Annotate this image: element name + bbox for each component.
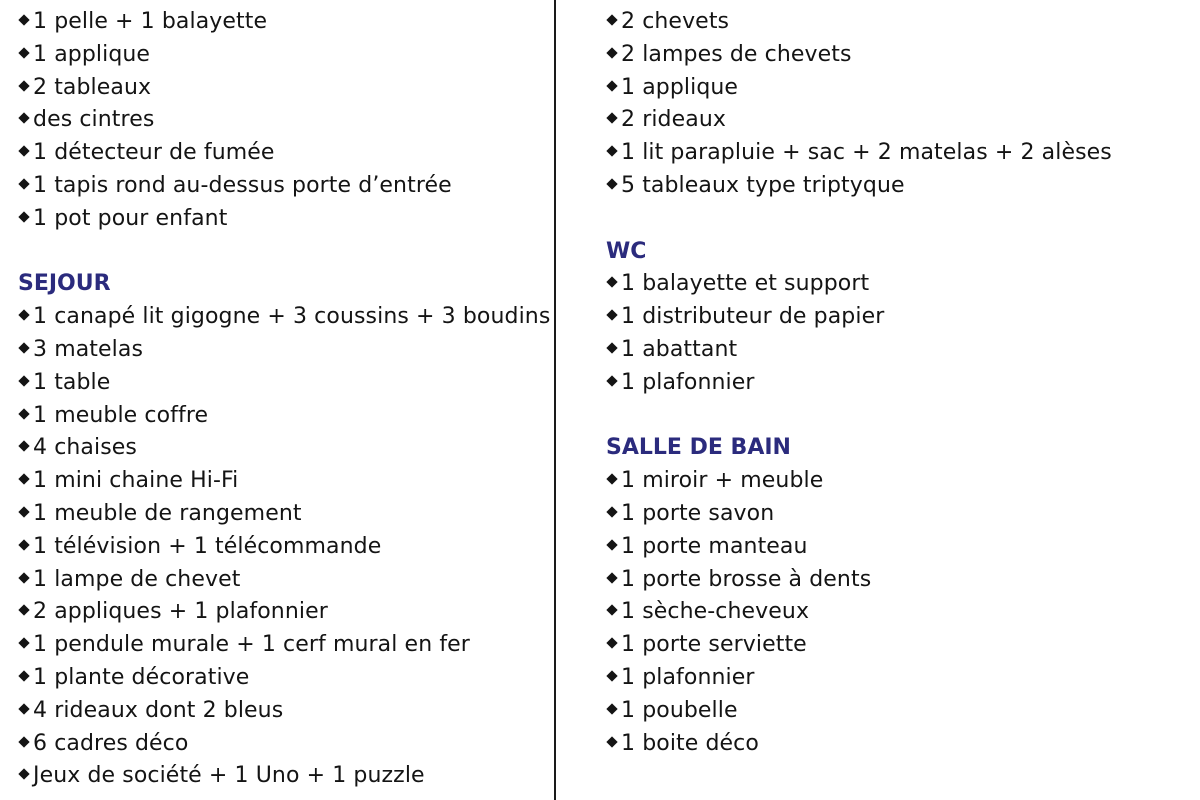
list-item: 1 pot pour enfant	[18, 203, 548, 236]
list-item: 1 meuble coffre	[18, 400, 548, 433]
list-item: 1 porte brosse à dents	[606, 564, 1186, 597]
diamond-bullet-icon	[18, 736, 29, 747]
diamond-bullet-icon	[18, 572, 29, 583]
salle-de-bain-list	[606, 465, 1186, 760]
list-item: des cintres	[18, 104, 548, 137]
list-item: 1 plafonnier	[606, 662, 1186, 695]
list-item: 1 porte serviette	[606, 629, 1186, 662]
list-item: 1 porte savon	[606, 498, 1186, 531]
list-item: 1 pendule murale + 1 cerf mural en fer	[18, 629, 548, 662]
diamond-bullet-icon	[606, 342, 617, 353]
section-title-sejour: SEJOUR	[18, 271, 111, 297]
diamond-bullet-icon	[18, 178, 29, 189]
diamond-bullet-icon	[18, 637, 29, 648]
section-title-wc: WC	[606, 238, 647, 264]
diamond-bullet-icon	[606, 703, 617, 714]
list-item: 1 table	[18, 367, 548, 400]
list-item: 1 lampe de chevet	[18, 564, 548, 597]
diamond-bullet-icon	[18, 211, 29, 222]
diamond-bullet-icon	[18, 473, 29, 484]
list-item: 2 tableaux	[18, 72, 548, 105]
list-item: 1 pelle + 1 balayette	[18, 6, 548, 39]
diamond-bullet-icon	[606, 506, 617, 517]
list-item: 1 télévision + 1 télécommande	[18, 531, 548, 564]
diamond-bullet-icon	[606, 47, 617, 58]
diamond-bullet-icon	[18, 80, 29, 91]
list-item: 1 applique	[18, 39, 548, 72]
list-item: 1 abattant	[606, 334, 1186, 367]
list-item: 1 poubelle	[606, 695, 1186, 728]
diamond-bullet-icon	[606, 178, 617, 189]
list-item: 1 porte manteau	[606, 531, 1186, 564]
diamond-bullet-icon	[18, 310, 29, 321]
diamond-bullet-icon	[606, 146, 617, 157]
list-item: 2 lampes de chevets	[606, 39, 1186, 72]
diamond-bullet-icon	[18, 670, 29, 681]
diamond-bullet-icon	[606, 572, 617, 583]
diamond-bullet-icon	[18, 605, 29, 616]
left-column	[18, 6, 551, 793]
wc-list	[606, 268, 1186, 399]
diamond-bullet-icon	[18, 506, 29, 517]
right-column	[606, 6, 1186, 760]
list-item: 3 matelas	[18, 334, 548, 367]
list-item: 6 cadres déco	[18, 728, 548, 761]
list-item: 2 chevets	[606, 6, 1186, 39]
diamond-bullet-icon	[606, 539, 617, 550]
diamond-bullet-icon	[18, 408, 29, 419]
diamond-bullet-icon	[606, 736, 617, 747]
list-item: 5 tableaux type triptyque	[606, 170, 1186, 203]
diamond-bullet-icon	[606, 14, 617, 25]
list-item: 1 boite déco	[606, 728, 1186, 761]
diamond-bullet-icon	[18, 113, 29, 124]
diamond-bullet-icon	[606, 375, 617, 386]
diamond-bullet-icon	[18, 47, 29, 58]
diamond-bullet-icon	[18, 375, 29, 386]
diamond-bullet-icon	[606, 605, 617, 616]
diamond-bullet-icon	[18, 342, 29, 353]
diamond-bullet-icon	[606, 473, 617, 484]
list-item: 1 meuble de rangement	[18, 498, 548, 531]
list-item: 1 sèche-cheveux	[606, 596, 1186, 629]
list-item: 1 canapé lit gigogne + 3 coussins + 3 boudins	[18, 301, 548, 334]
right-top-list	[606, 6, 1186, 203]
list-item: 1 lit parapluie + sac + 2 matelas + 2 alèses	[606, 137, 1186, 170]
sejour-list	[18, 301, 551, 793]
list-item: 1 mini chaine Hi-Fi	[18, 465, 548, 498]
diamond-bullet-icon	[606, 310, 617, 321]
diamond-bullet-icon	[18, 769, 29, 780]
list-item: 4 rideaux dont 2 bleus	[18, 695, 548, 728]
list-item: Jeux de société + 1 Uno + 1 puzzle	[18, 760, 548, 793]
diamond-bullet-icon	[18, 441, 29, 452]
list-item: 4 chaises	[18, 432, 548, 465]
diamond-bullet-icon	[606, 113, 617, 124]
left-top-list	[18, 6, 548, 236]
column-divider	[554, 0, 556, 800]
list-item: 1 tapis rond au-dessus porte d’entrée	[18, 170, 548, 203]
diamond-bullet-icon	[606, 80, 617, 91]
diamond-bullet-icon	[606, 277, 617, 288]
list-item: 2 rideaux	[606, 104, 1186, 137]
list-item: 1 balayette et support	[606, 268, 1186, 301]
list-item: 2 appliques + 1 plafonnier	[18, 596, 548, 629]
list-item: 1 détecteur de fumée	[18, 137, 548, 170]
diamond-bullet-icon	[18, 146, 29, 157]
list-item: 1 miroir + meuble	[606, 465, 1186, 498]
list-item: 1 plafonnier	[606, 367, 1186, 400]
section-title-salle-de-bain: SALLE DE BAIN	[606, 435, 791, 461]
list-item: 1 plante décorative	[18, 662, 548, 695]
diamond-bullet-icon	[606, 637, 617, 648]
diamond-bullet-icon	[18, 539, 29, 550]
list-item: 1 distributeur de papier	[606, 301, 1186, 334]
diamond-bullet-icon	[18, 703, 29, 714]
diamond-bullet-icon	[606, 670, 617, 681]
diamond-bullet-icon	[18, 14, 29, 25]
list-item: 1 applique	[606, 72, 1186, 105]
